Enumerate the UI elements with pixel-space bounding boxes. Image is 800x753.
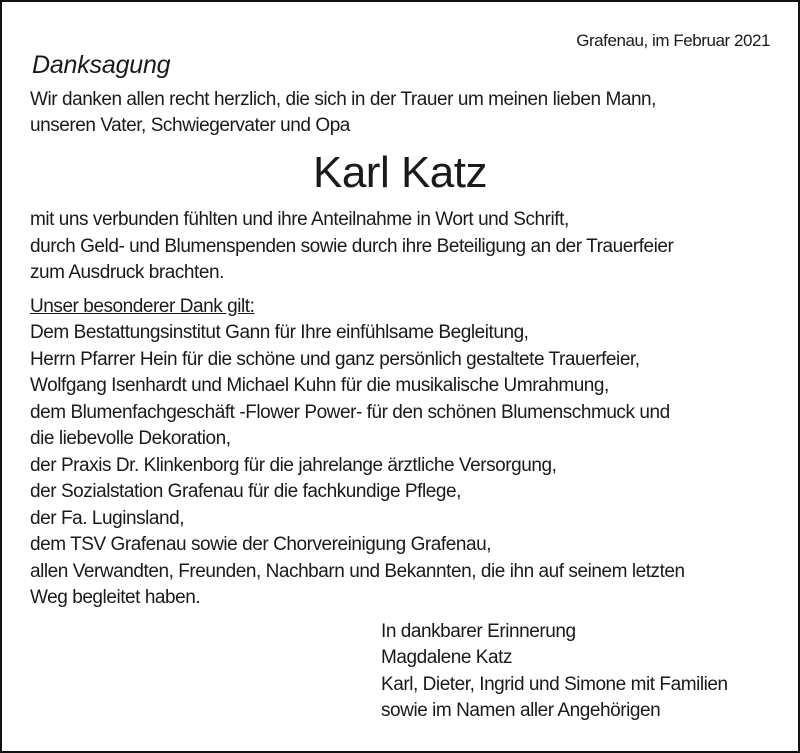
- signature-line: In dankbarer Erinnerung: [381, 621, 576, 642]
- thanks-line: Dem Bestattungsinstitut Gann für Ihre einfühlsame Begleitung,: [30, 322, 529, 343]
- thanks-line: Weg begleitet haben.: [30, 587, 201, 608]
- thanks-line: die liebevolle Dekoration,: [30, 428, 231, 449]
- thanks-line: der Fa. Luginsland,: [30, 508, 185, 529]
- thanks-line: dem TSV Grafenau sowie der Chorvereinigung Grafenau,: [30, 534, 492, 555]
- body-line: durch Geld- und Blumenspenden sowie durch ihre Beteiligung an der Trauerfeier: [30, 236, 674, 257]
- thanks-line: der Sozialstation Grafenau für die fachkundige Pflege,: [30, 481, 461, 502]
- signature-line: Karl, Dieter, Ingrid und Simone mit Familien: [381, 674, 728, 695]
- signature-line: sowie im Namen aller Angehörigen: [381, 700, 661, 721]
- thanks-line: dem Blumenfachgeschäft -Flower Power- für den schönen Blumenschmuck und: [30, 402, 670, 423]
- thanks-line: Wolfgang Isenhardt und Michael Kuhn für die musikalische Umrahmung,: [30, 375, 609, 396]
- intro-line: unseren Vater, Schwiegervater und Opa: [30, 115, 350, 136]
- thanks-line: allen Verwandten, Freunden, Nachbarn und Bekannten, die ihn auf seinem letzten: [30, 561, 685, 582]
- thanks-line: Herrn Pfarrer Hein für die schöne und ganz persönlich gestaltete Trauerfeier,: [30, 349, 640, 370]
- intro-line: Wir danken allen recht herzlich, die sich in der Trauer um meinen lieben Mann,: [30, 89, 657, 110]
- notice-title: Danksagung: [32, 51, 171, 79]
- special-thanks-heading: Unser besonderer Dank gilt:: [30, 296, 255, 317]
- body-line: mit uns verbunden fühlten und ihre Anteilnahme in Wort und Schrift,: [30, 209, 569, 230]
- date-line: Grafenau, im Februar 2021: [576, 31, 770, 50]
- thanks-line: der Praxis Dr. Klinkenborg für die jahrelange ärztliche Versorgung,: [30, 455, 557, 476]
- signature-line: Magdalene Katz: [381, 647, 513, 668]
- deceased-name: Karl Katz: [312, 148, 487, 197]
- body-line: zum Ausdruck brachten.: [30, 262, 224, 283]
